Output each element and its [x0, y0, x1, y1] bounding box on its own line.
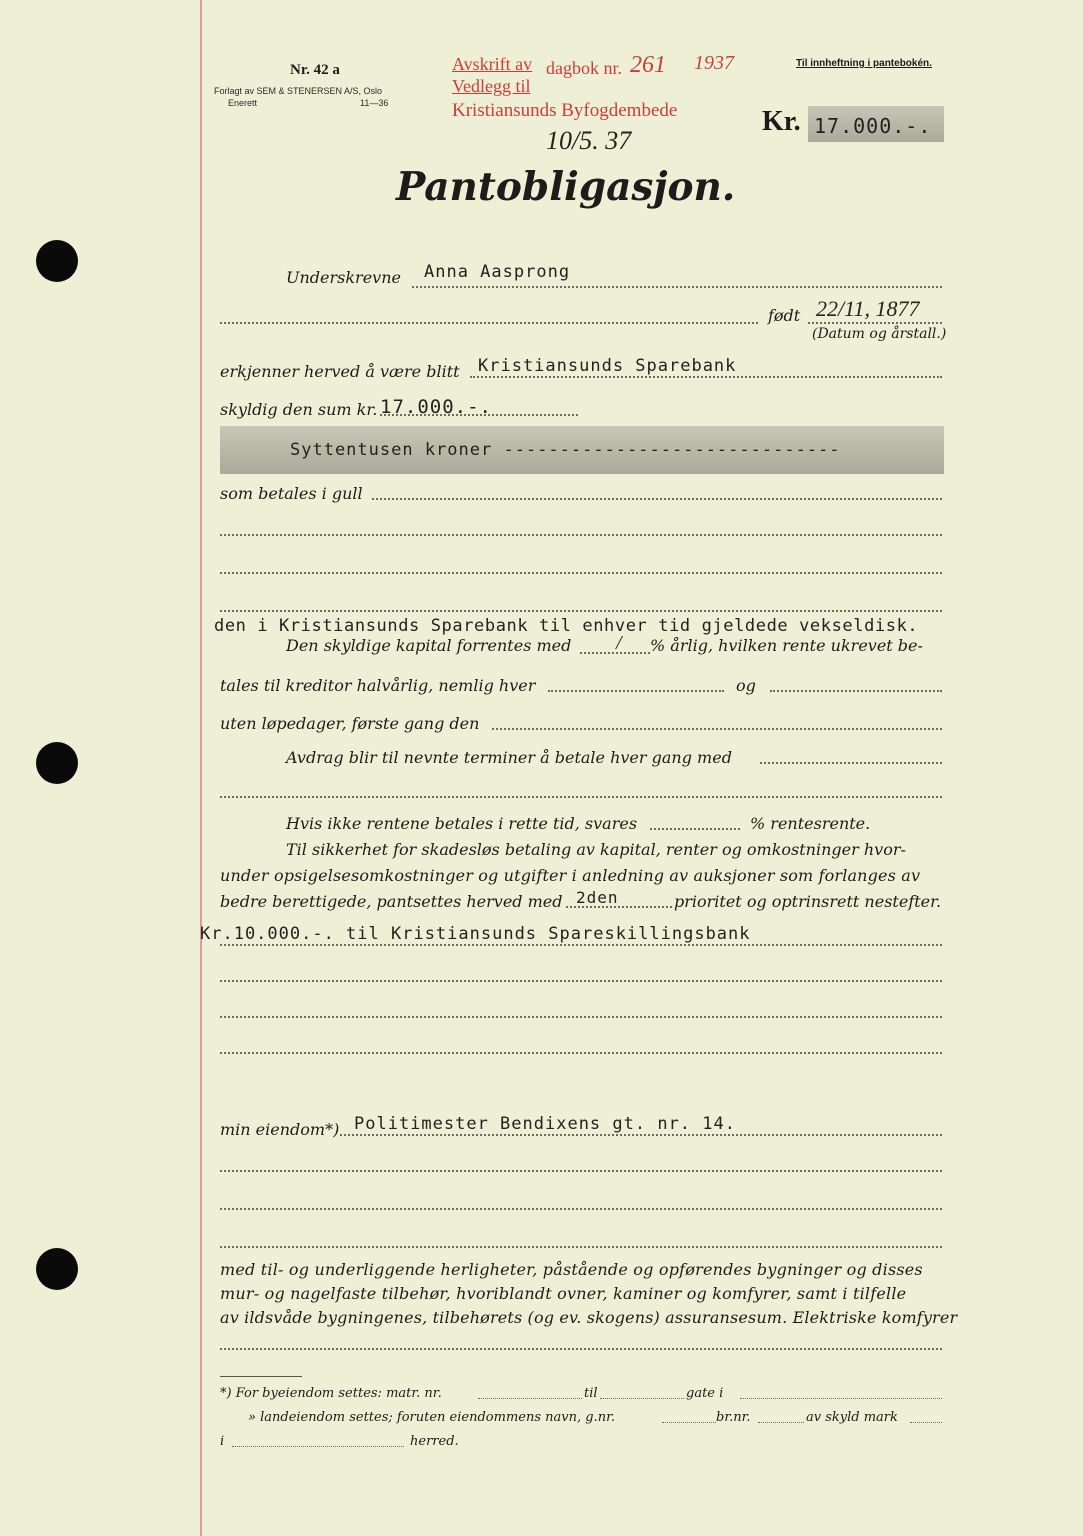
security-text-3: bedre berettigede, pantsettes herved med	[220, 892, 563, 911]
stamp-date: 10/5. 37	[546, 126, 632, 155]
priority-value: 2den	[576, 888, 619, 907]
interest-typed: den i Kristiansunds Sparebank til enhver tid gjeldede vekseldisk.	[214, 616, 919, 636]
clause-text-2: mur- og nagelfaste tilbehør, hvoriblandt ovner, kaminer og komfyrer, samt i tilfelle	[220, 1284, 907, 1303]
blank-line	[220, 980, 942, 982]
footnote-1a: *) For byeiendom settes: matr. nr.	[220, 1386, 442, 1401]
footnote-line	[662, 1422, 716, 1423]
amount-value: 17.000.-.	[814, 114, 932, 138]
footnote-line	[740, 1398, 942, 1399]
installment-line	[760, 762, 942, 764]
blank-line	[220, 572, 942, 574]
gold-label: som betales i gull	[220, 484, 363, 503]
publisher-rights: Enerett	[228, 98, 258, 108]
footnote-1b: til	[584, 1386, 598, 1401]
footnote-3b: herred.	[410, 1434, 459, 1449]
interest-date-line	[770, 690, 942, 692]
born-value: 22/11, 1877	[816, 296, 920, 321]
interest-text-1: Den skyldige kapital forrentes med	[286, 636, 572, 655]
blank-line	[220, 1246, 942, 1248]
undersigned-line	[412, 286, 942, 288]
amount-words: Syttentusen kroner ------------------------------	[290, 440, 841, 460]
prior-typed: Kr.10.000.-. til Kristiansunds Spareskillingsbank	[200, 924, 751, 944]
clause-text-3: av ildsvåde bygningenes, tilbehørets (og ev. skogens) assuransesum. Elektriske komfyrer	[220, 1308, 958, 1327]
blank-line	[220, 1170, 942, 1172]
undersigned-value: Anna Aasprong	[424, 262, 571, 282]
blank-line	[220, 1016, 942, 1018]
acknowledge-label: erkjenner herved å være blitt	[220, 362, 460, 381]
footnote-line	[232, 1446, 404, 1447]
interest-rate-slash: /	[616, 632, 622, 654]
blank-line	[220, 610, 942, 612]
gold-line	[372, 498, 942, 500]
blank-line	[220, 1208, 942, 1210]
born-line	[808, 322, 942, 324]
attach-note: Til innheftning i pantebokén.	[796, 58, 932, 69]
blank-line	[220, 534, 942, 536]
footnote-3a: i	[220, 1434, 225, 1449]
punch-hole	[36, 1248, 78, 1290]
stamp-dagbok-label: dagbok nr.	[546, 58, 622, 78]
property-label: min eiendom*)	[220, 1120, 340, 1139]
stamp-dagbok-number: 261	[630, 52, 666, 78]
stamp-attachment: Vedlegg til	[452, 76, 531, 96]
footnote-line	[758, 1422, 804, 1423]
blank-line	[220, 1348, 942, 1350]
security-text-1: Til sikkerhet for skadesløs betaling av kapital, renter og omkostninger hvor-	[286, 840, 906, 859]
interest-date-line	[548, 690, 724, 692]
creditor-value: Kristiansunds Sparebank	[478, 356, 737, 376]
blank-line	[220, 796, 942, 798]
stamp-copy-of: Avskrift av	[452, 54, 533, 74]
late-text-2: % rentesrente.	[750, 814, 871, 833]
form-number: Nr. 42 a	[290, 62, 340, 78]
first-date-line	[492, 728, 942, 730]
document-title: Pantobligasjon.	[396, 164, 736, 210]
publisher-date: 11—36	[360, 98, 389, 108]
footnote-line	[600, 1398, 684, 1399]
property-value: Politimester Bendixens gt. nr. 14.	[354, 1114, 736, 1134]
footnote-1c: gate i	[686, 1386, 724, 1401]
prior-line	[220, 944, 942, 946]
footnote-2a: » landeiendom settes; foruten eiendommens navn, g.nr.	[248, 1410, 615, 1425]
punch-hole	[36, 742, 78, 784]
amount-label: Kr.	[762, 106, 801, 137]
footnote-line	[910, 1422, 942, 1423]
interest-text-4: uten løpedager, første gang den	[220, 714, 480, 733]
installment-text: Avdrag blir til nevnte terminer å betale hver gang med	[286, 748, 732, 767]
stamp-office: Kristiansunds Byfogdembede	[452, 100, 678, 121]
stamp-year: 1937	[694, 52, 734, 74]
interest-rate-line	[580, 652, 650, 654]
interest-text-2: % årlig, hvilken rente ukrevet be-	[650, 636, 923, 655]
interest-text-3: tales til kreditor halvårlig, nemlig hver	[220, 676, 536, 695]
footnote-2b: br.nr.	[716, 1410, 751, 1425]
born-label: født	[768, 306, 801, 325]
interest-and: og	[736, 676, 756, 695]
owes-label: skyldig den sum kr.	[220, 400, 378, 419]
margin-rule	[200, 0, 202, 1536]
footnote-2c: av skyld mark	[806, 1410, 898, 1425]
footnote-line	[478, 1398, 582, 1399]
punch-hole	[36, 240, 78, 282]
publisher-line: Forlagt av SEM & STENERSEN A/S, Oslo	[214, 86, 383, 96]
clause-text-1: med til- og underliggende herligheter, påstående og opførendes bygninger og disses	[220, 1260, 923, 1279]
late-text-1: Hvis ikke rentene betales i rette tid, svares	[286, 814, 638, 833]
undersigned-label: Underskrevne	[286, 268, 401, 287]
born-hint: (Datum og årstall.)	[812, 326, 947, 342]
born-line-left	[220, 322, 758, 324]
security-text-4: prioritet og optrinsrett nestefter.	[674, 892, 942, 911]
owes-value: 17.000.-.	[380, 396, 492, 418]
property-line	[340, 1134, 942, 1136]
security-text-2: under opsigelsesomkostninger og utgifter i anledning av auksjoner som forlanges av	[220, 866, 921, 885]
late-rate-line	[650, 828, 740, 830]
blank-line	[220, 1052, 942, 1054]
footnote-rule	[220, 1376, 302, 1377]
creditor-line	[470, 376, 942, 378]
